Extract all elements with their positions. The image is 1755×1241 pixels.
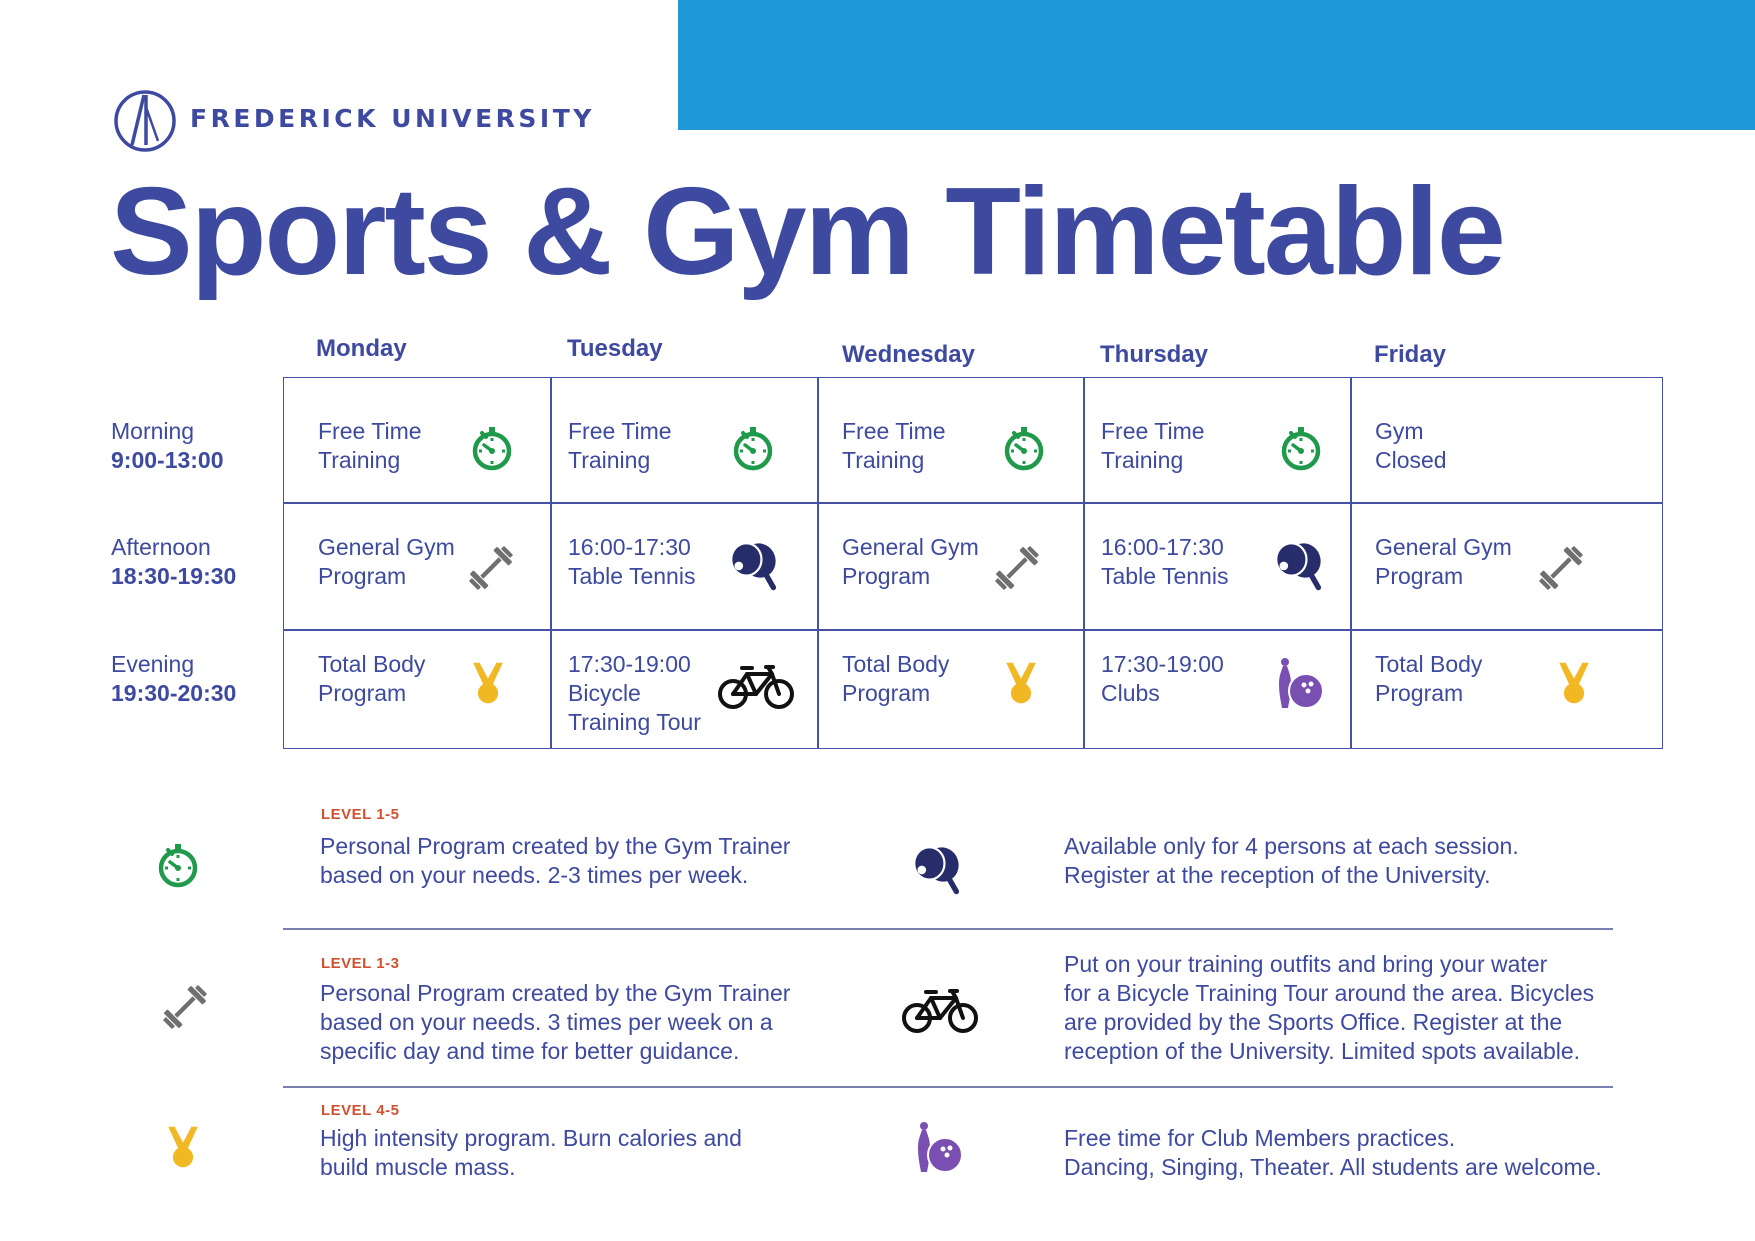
cell-line: Training [318, 447, 401, 473]
dumbbell-icon [464, 541, 518, 595]
cell-line: Program [842, 680, 931, 706]
medal-icon [1551, 658, 1597, 708]
legend-description-table-tennis [1064, 832, 1519, 890]
cell-line: 17:30-19:00 [1101, 651, 1224, 677]
bicycle-icon [716, 661, 796, 711]
cell-line: 16:00-17:30 [568, 534, 691, 560]
university-logo-icon [113, 89, 177, 153]
schedule-cell-afternoon-monday [318, 533, 455, 591]
schedule-cell-afternoon-wednesday [842, 533, 979, 591]
university-name: FREDERICK UNIVERSITY [190, 104, 595, 133]
slot-name: Evening [111, 651, 195, 677]
grid-column-divider [1083, 378, 1085, 748]
cell-line: Total Body [318, 651, 426, 677]
slot-time: 19:30-20:30 [111, 680, 237, 706]
cell-line: Table Tennis [568, 563, 696, 589]
schedule-cell-morning-wednesday [842, 417, 946, 475]
stopwatch-icon [153, 841, 203, 891]
level-label: LEVEL 4-5 [321, 1102, 400, 1119]
cell-line: Gym [1375, 418, 1424, 444]
cell-line: Program [1375, 563, 1464, 589]
desc-line: High intensity program. Burn calories and [320, 1125, 742, 1151]
medal-icon [998, 658, 1044, 708]
desc-line: Personal Program created by the Gym Trainer [320, 833, 791, 859]
cell-line: Training [1101, 447, 1184, 473]
grid-column-divider [550, 378, 552, 748]
schedule-cell-morning-friday [1375, 417, 1447, 475]
cell-line: Free Time [568, 418, 672, 444]
legend-description-clubs [1064, 1124, 1602, 1182]
schedule-cell-afternoon-friday [1375, 533, 1512, 591]
table-tennis-icon [728, 538, 782, 596]
cell-line: Total Body [842, 651, 950, 677]
cell-line: Total Body [1375, 651, 1483, 677]
cell-line: 16:00-17:30 [1101, 534, 1224, 560]
slot-name: Morning [111, 418, 195, 444]
legend-divider [283, 928, 1613, 930]
dumbbell-icon [158, 980, 212, 1034]
cell-line: Closed [1375, 447, 1447, 473]
bicycle-icon [900, 985, 980, 1035]
cell-line: Clubs [1101, 680, 1160, 706]
bowling-icon [914, 1120, 964, 1175]
bowling-icon [1275, 656, 1325, 711]
stopwatch-icon [1276, 424, 1326, 474]
desc-line: Register at the reception of the University. [1064, 862, 1491, 888]
schedule-cell-evening-thursday [1101, 650, 1224, 708]
table-tennis-icon [1273, 538, 1327, 596]
legend-description-free-time [320, 832, 790, 890]
schedule-cell-morning-monday [318, 417, 422, 475]
cell-line: Training [842, 447, 925, 473]
grid-column-divider [817, 378, 819, 748]
desc-line: for a Bicycle Training Tour around the area. Bicycles [1064, 980, 1595, 1006]
slot-time: 18:30-19:30 [111, 563, 237, 589]
cell-line: Bicycle [568, 680, 641, 706]
legend-description-gym-program [320, 979, 790, 1066]
desc-line: are provided by the Sports Office. Register at the [1064, 1009, 1563, 1035]
stopwatch-icon [999, 424, 1049, 474]
cell-line: Training [568, 447, 651, 473]
desc-line: based on your needs. 3 times per week on a [320, 1009, 773, 1035]
day-header-wednesday: Wednesday [842, 341, 975, 368]
stopwatch-icon [728, 424, 778, 474]
schedule-cell-evening-monday [318, 650, 425, 708]
medal-icon [465, 658, 511, 708]
cell-line: Training Tour [568, 709, 701, 735]
stopwatch-icon [467, 424, 517, 474]
day-header-friday: Friday [1374, 341, 1447, 368]
medal-icon [160, 1122, 206, 1172]
dumbbell-icon [990, 541, 1044, 595]
table-tennis-icon [911, 842, 965, 900]
legend-description-bicycle-tour [1064, 950, 1594, 1066]
schedule-cell-afternoon-tuesday [568, 533, 695, 591]
slot-label-evening [111, 650, 236, 708]
desc-line: based on your needs. 2-3 times per week. [320, 862, 749, 888]
cell-line: Program [318, 680, 407, 706]
dumbbell-icon [1534, 541, 1588, 595]
desc-line: Free time for Club Members practices. [1064, 1125, 1456, 1151]
cell-line: General Gym [842, 534, 979, 560]
slot-name: Afternoon [111, 534, 211, 560]
legend-divider [283, 1086, 1613, 1088]
legend-description-total-body [320, 1124, 742, 1182]
desc-line: Dancing, Singing, Theater. All students are welcome. [1064, 1154, 1602, 1180]
cell-line: Program [1375, 680, 1464, 706]
slot-label-afternoon [111, 533, 236, 591]
header-accent-bar [678, 0, 1755, 130]
schedule-cell-evening-wednesday [842, 650, 949, 708]
schedule-cell-evening-tuesday [568, 650, 701, 737]
cell-line: 17:30-19:00 [568, 651, 691, 677]
schedule-cell-morning-tuesday [568, 417, 672, 475]
day-header-monday: Monday [316, 335, 407, 362]
cell-line: General Gym [318, 534, 455, 560]
cell-line: Free Time [842, 418, 946, 444]
page-title: Sports & Gym Timetable [110, 163, 1504, 301]
cell-line: General Gym [1375, 534, 1512, 560]
slot-time: 9:00-13:00 [111, 447, 224, 473]
desc-line: reception of the University. Limited spots available. [1064, 1038, 1581, 1064]
timetable-grid [283, 377, 1663, 749]
schedule-cell-morning-thursday [1101, 417, 1205, 475]
desc-line: Available only for 4 persons at each session. [1064, 833, 1519, 859]
cell-line: Free Time [1101, 418, 1205, 444]
grid-row-divider [284, 502, 1662, 504]
schedule-cell-afternoon-thursday [1101, 533, 1228, 591]
day-header-tuesday: Tuesday [567, 335, 663, 362]
level-label: LEVEL 1-5 [321, 806, 400, 823]
cell-line: Free Time [318, 418, 422, 444]
schedule-cell-evening-friday [1375, 650, 1482, 708]
desc-line: specific day and time for better guidance. [320, 1038, 740, 1064]
cell-line: Program [842, 563, 931, 589]
desc-line: Put on your training outfits and bring your water [1064, 951, 1548, 977]
grid-column-divider [1350, 378, 1352, 748]
day-header-thursday: Thursday [1100, 341, 1209, 368]
desc-line: build muscle mass. [320, 1154, 516, 1180]
level-label: LEVEL 1-3 [321, 955, 400, 972]
slot-label-morning [111, 417, 224, 475]
grid-row-divider [284, 629, 1662, 631]
cell-line: Table Tennis [1101, 563, 1229, 589]
desc-line: Personal Program created by the Gym Trainer [320, 980, 791, 1006]
cell-line: Program [318, 563, 407, 589]
